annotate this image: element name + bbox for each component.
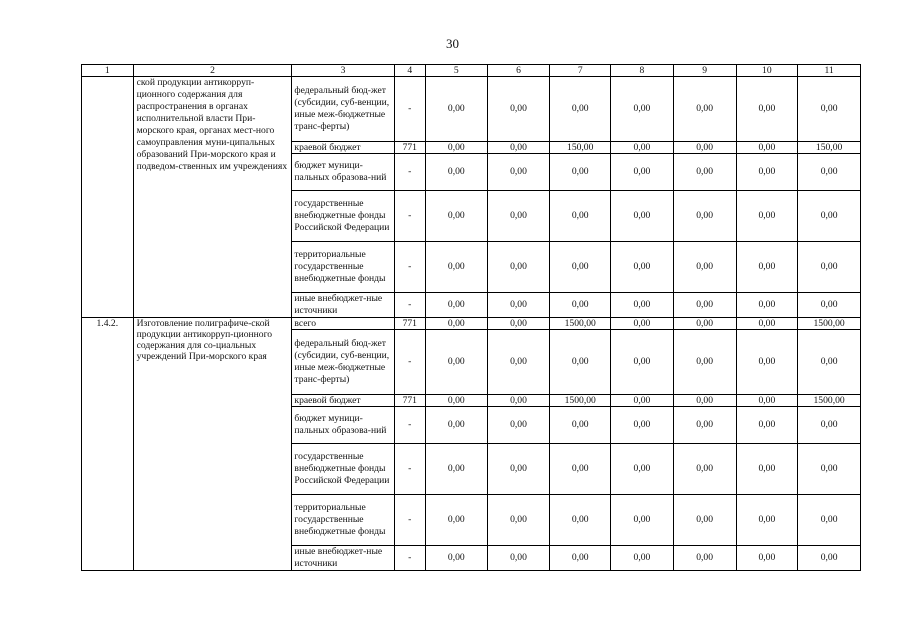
amount-cell: 0,00: [798, 191, 861, 242]
header-cell: 10: [736, 65, 798, 77]
amount-cell: 0,00: [611, 318, 674, 330]
amount-cell: 0,00: [487, 495, 550, 546]
amount-cell: 0,00: [425, 293, 487, 318]
amount-cell: 0,00: [611, 191, 674, 242]
amount-cell: 0,00: [798, 546, 861, 571]
amount-cell: 0,00: [487, 77, 550, 142]
amount-cell: 150,00: [550, 142, 611, 154]
funding-source: территориальные государственные внебюджетные фонды: [292, 242, 394, 293]
amount-cell: 0,00: [611, 407, 674, 444]
amount-cell: 0,00: [673, 444, 736, 495]
amount-cell: 0,00: [425, 318, 487, 330]
amount-cell: 0,00: [736, 330, 798, 395]
funding-source: территориальные государственные внебюджетные фонды: [292, 495, 394, 546]
amount-cell: 0,00: [425, 154, 487, 191]
budget-code: -: [394, 495, 425, 546]
budget-code: 771: [394, 395, 425, 407]
amount-cell: 0,00: [550, 242, 611, 293]
column-number-row: [82, 65, 861, 77]
funding-source: краевой бюджет: [292, 142, 394, 154]
amount-cell: 0,00: [611, 154, 674, 191]
budget-code: -: [394, 154, 425, 191]
budget-code: -: [394, 191, 425, 242]
amount-cell: 0,00: [798, 444, 861, 495]
amount-cell: 0,00: [673, 142, 736, 154]
amount-cell: 0,00: [550, 77, 611, 142]
header-cell: 2: [133, 65, 292, 77]
amount-cell: 0,00: [487, 318, 550, 330]
amount-cell: 0,00: [550, 495, 611, 546]
budget-code: -: [394, 330, 425, 395]
funding-source: федеральный бюд-жет (субсидии, суб-венции, иные меж-бюджетные транс-ферты): [292, 77, 394, 142]
amount-cell: 1500,00: [798, 395, 861, 407]
amount-cell: 0,00: [736, 293, 798, 318]
amount-cell: 0,00: [673, 495, 736, 546]
amount-cell: 0,00: [736, 407, 798, 444]
amount-cell: 0,00: [487, 154, 550, 191]
budget-code: -: [394, 293, 425, 318]
funding-source: федеральный бюд-жет (субсидии, суб-венции, иные меж-бюджетные транс-ферты): [292, 330, 394, 395]
header-cell: 9: [673, 65, 736, 77]
amount-cell: 0,00: [425, 395, 487, 407]
funding-source: государственные внебюджетные фонды Российской Федерации: [292, 444, 394, 495]
amount-cell: 0,00: [611, 546, 674, 571]
amount-cell: 0,00: [798, 154, 861, 191]
amount-cell: 0,00: [550, 444, 611, 495]
amount-cell: 0,00: [487, 293, 550, 318]
amount-cell: 0,00: [798, 77, 861, 142]
amount-cell: 0,00: [798, 495, 861, 546]
amount-cell: 1500,00: [798, 318, 861, 330]
amount-cell: 0,00: [611, 495, 674, 546]
amount-cell: 0,00: [487, 395, 550, 407]
funding-source: всего: [292, 318, 394, 330]
budget-code: 771: [394, 318, 425, 330]
amount-cell: 0,00: [611, 293, 674, 318]
amount-cell: 0,00: [736, 154, 798, 191]
amount-cell: 0,00: [487, 142, 550, 154]
budget-table: [81, 64, 861, 571]
header-cell: 11: [798, 65, 861, 77]
header-cell: 8: [611, 65, 674, 77]
amount-cell: 0,00: [487, 242, 550, 293]
item-number: 1.4.2.: [82, 318, 134, 571]
amount-cell: 0,00: [673, 77, 736, 142]
funding-source: государственные внебюджетные фонды Российской Федерации: [292, 191, 394, 242]
amount-cell: 0,00: [673, 330, 736, 395]
amount-cell: 0,00: [550, 191, 611, 242]
amount-cell: 0,00: [798, 293, 861, 318]
amount-cell: 0,00: [798, 242, 861, 293]
table-row: [82, 318, 861, 330]
funding-source: бюджет муници-пальных образова-ний: [292, 154, 394, 191]
amount-cell: 0,00: [673, 293, 736, 318]
amount-cell: 0,00: [736, 395, 798, 407]
funding-source: бюджет муници-пальных образова-ний: [292, 407, 394, 444]
item-number: [82, 77, 134, 318]
amount-cell: 0,00: [487, 407, 550, 444]
budget-code: -: [394, 407, 425, 444]
budget-code: -: [394, 242, 425, 293]
amount-cell: 0,00: [425, 407, 487, 444]
amount-cell: 0,00: [798, 407, 861, 444]
amount-cell: 0,00: [673, 407, 736, 444]
amount-cell: 0,00: [425, 242, 487, 293]
amount-cell: 0,00: [736, 242, 798, 293]
amount-cell: 0,00: [736, 444, 798, 495]
amount-cell: 0,00: [550, 293, 611, 318]
funding-source: иные внебюджет-ные источники: [292, 546, 394, 571]
amount-cell: 1500,00: [550, 395, 611, 407]
amount-cell: 0,00: [673, 191, 736, 242]
amount-cell: 0,00: [425, 77, 487, 142]
amount-cell: 0,00: [611, 77, 674, 142]
amount-cell: 0,00: [736, 318, 798, 330]
amount-cell: 0,00: [798, 330, 861, 395]
amount-cell: 0,00: [673, 395, 736, 407]
amount-cell: 150,00: [798, 142, 861, 154]
amount-cell: 0,00: [425, 330, 487, 395]
header-cell: 7: [550, 65, 611, 77]
amount-cell: 0,00: [673, 154, 736, 191]
amount-cell: 0,00: [425, 546, 487, 571]
amount-cell: 0,00: [736, 142, 798, 154]
amount-cell: 0,00: [550, 330, 611, 395]
amount-cell: 0,00: [736, 495, 798, 546]
amount-cell: 0,00: [611, 444, 674, 495]
budget-code: -: [394, 444, 425, 495]
amount-cell: 0,00: [487, 191, 550, 242]
amount-cell: 0,00: [736, 191, 798, 242]
table-body: [82, 65, 861, 571]
amount-cell: 0,00: [673, 242, 736, 293]
header-cell: 5: [425, 65, 487, 77]
amount-cell: 0,00: [425, 495, 487, 546]
header-cell: 6: [487, 65, 550, 77]
amount-cell: 0,00: [550, 154, 611, 191]
amount-cell: 0,00: [550, 546, 611, 571]
page-number: 30: [446, 36, 459, 51]
amount-cell: 0,00: [425, 142, 487, 154]
item-description: Изготовление полиграфиче-ской продукции антикорруп-ционного содержания для со-циальных учреждений При-морского края: [133, 318, 292, 571]
amount-cell: 0,00: [736, 546, 798, 571]
amount-cell: 0,00: [611, 395, 674, 407]
amount-cell: 0,00: [611, 330, 674, 395]
amount-cell: 0,00: [736, 77, 798, 142]
item-description: ской продукции антикорруп-ционного содержания для распространения в органах исполнительной власти При-морского края, органах мест-ного самоуправления муни-ципальных образований При-морского края и подведом-ственных им учреждениях: [133, 77, 292, 318]
amount-cell: 0,00: [673, 318, 736, 330]
amount-cell: 0,00: [611, 142, 674, 154]
amount-cell: 1500,00: [550, 318, 611, 330]
header-cell: 3: [292, 65, 394, 77]
funding-source: иные внебюджет-ные источники: [292, 293, 394, 318]
header-cell: 4: [394, 65, 425, 77]
amount-cell: 0,00: [673, 546, 736, 571]
amount-cell: 0,00: [487, 444, 550, 495]
funding-source: краевой бюджет: [292, 395, 394, 407]
amount-cell: 0,00: [487, 330, 550, 395]
amount-cell: 0,00: [425, 444, 487, 495]
table-row: [82, 77, 861, 142]
budget-code: 771: [394, 142, 425, 154]
amount-cell: 0,00: [487, 546, 550, 571]
amount-cell: 0,00: [611, 242, 674, 293]
amount-cell: 0,00: [550, 407, 611, 444]
amount-cell: 0,00: [425, 191, 487, 242]
budget-code: -: [394, 77, 425, 142]
budget-code: -: [394, 546, 425, 571]
header-cell: 1: [82, 65, 134, 77]
